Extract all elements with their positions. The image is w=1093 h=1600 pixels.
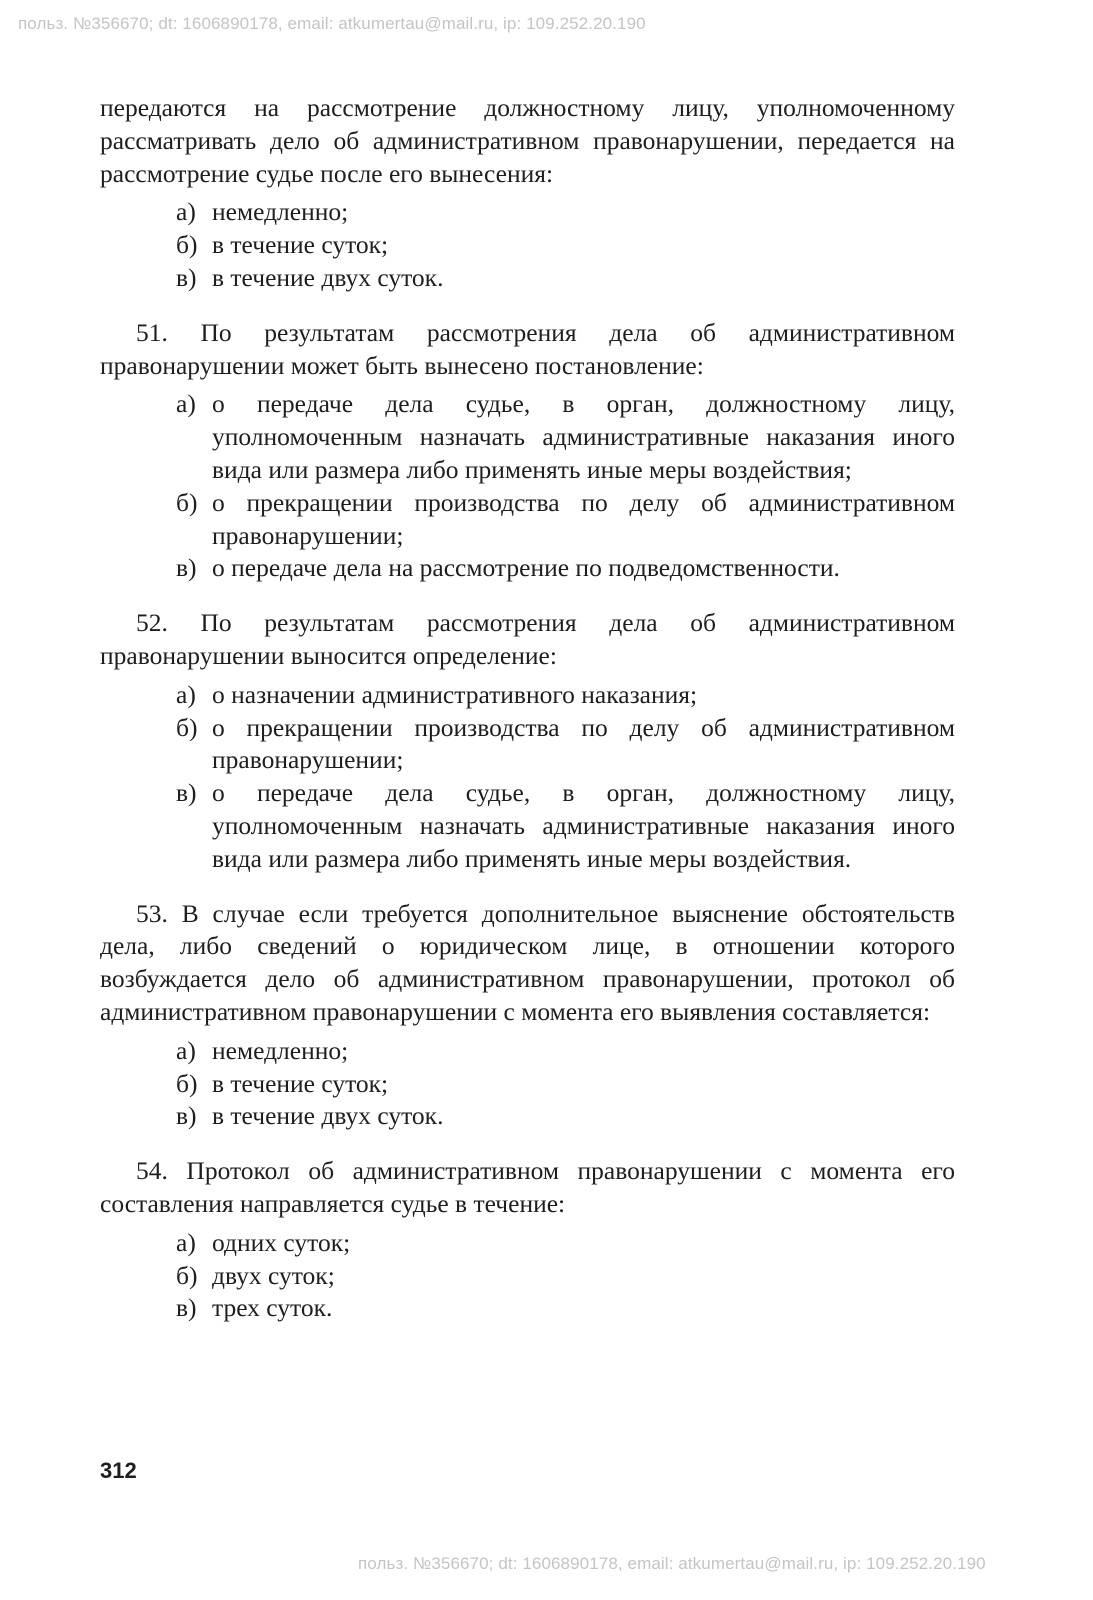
continuation-text: передаются на рассмотрение должностному лицу, уполномоченному рассматривать дело об административном правонарушении, передается на рассмотрение судье после его вынесения: <box>100 93 955 188</box>
option-marker: б) <box>176 230 198 260</box>
option-text: трех суток. <box>212 1293 333 1323</box>
option-marker: в) <box>176 262 197 292</box>
option-item <box>100 679 955 712</box>
option-item <box>100 1260 955 1293</box>
option-item <box>100 1227 955 1260</box>
option-marker: а) <box>176 1035 196 1065</box>
option-text: немедленно; <box>212 197 349 227</box>
page-body <box>100 92 955 1325</box>
option-item <box>100 388 955 486</box>
question-text: 54. Протокол об административном правонарушении с момента его составления направляется судье в течение: <box>100 1156 955 1218</box>
question-53 <box>100 898 955 1134</box>
continuation-block <box>100 92 955 295</box>
option-item <box>100 552 955 585</box>
option-item <box>100 487 955 553</box>
option-text: в течение суток; <box>212 230 389 260</box>
option-text: о прекращении производства по делу об административном правонарушении; <box>212 487 955 550</box>
watermark-top: польз. №356670; dt: 1606890178, email: atkumertau@mail.ru, ip: 109.252.20.190 <box>18 14 646 33</box>
option-item <box>100 196 955 229</box>
question-text: 51. По результатам рассмотрения дела об административном правонарушении может быть вынесено постановление: <box>100 317 955 380</box>
option-marker: в) <box>176 778 197 808</box>
option-text: о передаче дела судье, в орган, должностному лицу, уполномоченным назначать административные наказания иного вида или размера либо применять иные меры воздействия; <box>212 389 955 484</box>
watermark-bottom: польз. №356670; dt: 1606890178, email: atkumertau@mail.ru, ip: 109.252.20.190 <box>358 1554 986 1573</box>
page-number: 312 <box>100 1458 137 1483</box>
question-options <box>100 679 955 876</box>
question-options <box>100 388 955 585</box>
option-item <box>100 1100 955 1133</box>
option-text: о назначении административного наказания; <box>212 679 698 709</box>
option-marker: в) <box>176 1293 197 1323</box>
option-marker: а) <box>176 389 196 419</box>
option-marker: а) <box>176 679 196 709</box>
option-text: в течение двух суток. <box>212 1101 444 1131</box>
question-54 <box>100 1155 955 1325</box>
option-item <box>100 777 955 875</box>
option-marker: в) <box>176 1101 197 1131</box>
option-marker: б) <box>176 712 198 742</box>
option-text: в течение двух суток. <box>212 262 444 292</box>
continuation-options <box>100 196 955 294</box>
option-marker: а) <box>176 197 196 227</box>
option-text: в течение суток; <box>212 1068 389 1098</box>
option-text: о прекращении производства по делу об административном правонарушении; <box>212 712 955 775</box>
question-52 <box>100 607 955 875</box>
option-text: немедленно; <box>212 1035 349 1065</box>
question-text: 52. По результатам рассмотрения дела об административном правонарушении выносится определение: <box>100 608 955 670</box>
option-marker: б) <box>176 1260 198 1290</box>
question-51 <box>100 317 955 585</box>
option-item <box>100 1292 955 1325</box>
question-options <box>100 1227 955 1325</box>
question-options <box>100 1035 955 1133</box>
question-text: 53. В случае если требуется дополнительное выяснение обстоятельств дела, либо сведений о юридическом лице, в отношении которого возбуждается дело об административном правонарушении, протокол об административном правонарушении с момента его выявления составляется: <box>100 898 955 1026</box>
option-item <box>100 262 955 295</box>
option-marker: а) <box>176 1227 196 1257</box>
option-item <box>100 229 955 262</box>
option-text: двух суток; <box>212 1260 335 1290</box>
option-text: о передаче дела на рассмотрение по подведомственности. <box>212 553 840 583</box>
option-marker: в) <box>176 553 197 583</box>
option-text: одних суток; <box>212 1227 351 1257</box>
option-item <box>100 1035 955 1068</box>
option-item <box>100 1068 955 1101</box>
option-text: о передаче дела судье, в орган, должностному лицу, уполномоченным назначать административные наказания иного вида или размера либо применять иные меры воздействия. <box>212 778 955 873</box>
option-marker: б) <box>176 1068 198 1098</box>
option-item <box>100 712 955 778</box>
option-marker: б) <box>176 487 198 517</box>
